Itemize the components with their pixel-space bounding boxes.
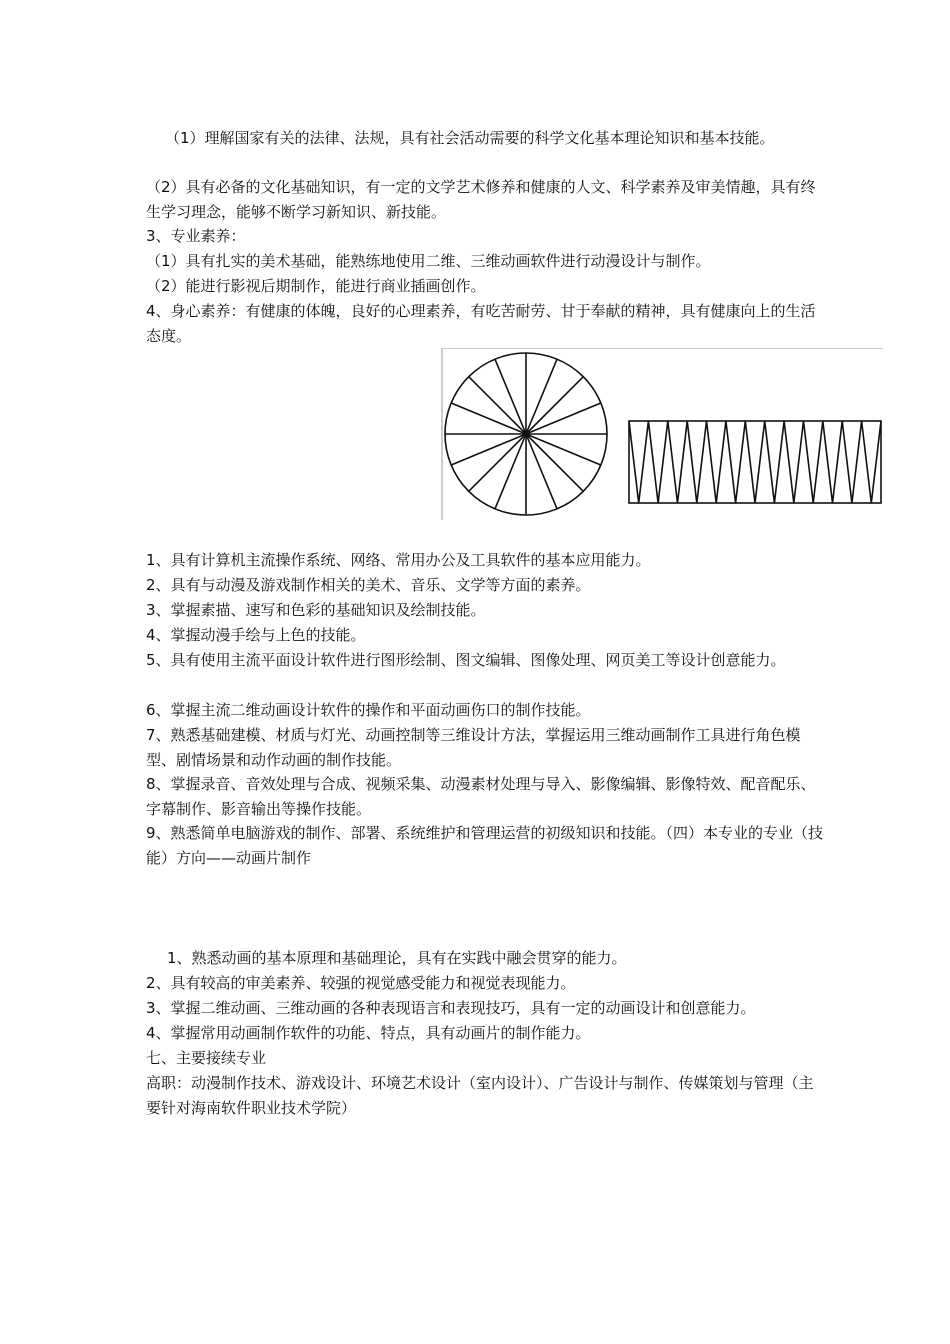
list-item: 1、具有计算机主流操作系统、网络、常用办公及工具软件的基本应用能力。 xyxy=(146,551,651,569)
paragraph-physical-mental: 4、身心素养：有健康的体魄，良好的心理素养，有吃苦耐劳、甘于奉献的精神，具有健康向上的生活态度。 xyxy=(146,302,816,345)
diagram-figure xyxy=(441,348,883,520)
wheel-spoke xyxy=(469,377,526,434)
wheel-spoke xyxy=(526,377,583,434)
list-item: 5、具有使用主流平面设计软件进行图形绘制、图文编辑、图像处理、网页美工等设计创意能力。 xyxy=(146,651,786,669)
zigzag-line xyxy=(629,421,881,503)
section-heading: 七、主要接续专业 xyxy=(146,1049,267,1067)
paragraph-vocational: 高职：动漫制作技术、游戏设计、环境艺术设计（室内设计）、广告设计与制作、传媒策划与管理（主要针对海南软件职业技术学院） xyxy=(146,1074,814,1117)
wheel-spoke xyxy=(469,434,526,491)
wheel-diagram-icon xyxy=(445,353,607,515)
list-item: 1、熟悉动画的基本原理和基础理论，具有在实践中融会贯穿的能力。 xyxy=(167,949,627,967)
list-item: 4、掌握动漫手绘与上色的技能。 xyxy=(146,626,366,644)
list-item: 3、掌握素描、速写和色彩的基础知识及绘制技能。 xyxy=(146,601,486,619)
paragraph-cultural-foundation: （2）具有必备的文化基础知识，有一定的文学艺术修养和健康的人文、科学素养及审美情趣，具有终生学习理念，能够不断学习新知识、新技能。 xyxy=(146,178,816,221)
paragraph-law-knowledge: （1）理解国家有关的法律、法规，具有社会活动需要的科学文化基本理论知识和基本技能。 xyxy=(165,129,775,147)
heading-professional-quality: 3、专业素养： xyxy=(146,227,246,245)
list-item: 6、掌握主流二维动画设计软件的操作和平面动画伤口的制作技能。 xyxy=(146,701,591,719)
list-item: 2、具有较高的审美素养、较强的视觉感受能力和视觉表现能力。 xyxy=(146,974,576,992)
list-item: 2、具有与动漫及游戏制作相关的美术、音乐、文学等方面的素养。 xyxy=(146,576,591,594)
list-item: 3、掌握二维动画、三维动画的各种表现语言和表现技巧，具有一定的动画设计和创意能力。 xyxy=(146,999,756,1017)
zigzag-diagram-icon xyxy=(629,421,881,503)
wheel-spoke xyxy=(526,434,583,491)
list-item: 9、熟悉简单电脑游戏的制作、部署、系统维护和管理运营的初级知识和技能。（四）本专业的专业（技能）方向——动画片制作 xyxy=(146,824,824,867)
list-item: 4、掌握常用动画制作软件的功能、特点，具有动画片的制作能力。 xyxy=(146,1024,591,1042)
list-item: 7、熟悉基础建模、材质与灯光、动画控制等三维设计方法，掌握运用三维动画制作工具进行角色模型、剧情场景和动作动画的制作技能。 xyxy=(146,726,801,769)
paragraph-art-foundation: （1）具有扎实的美术基础，能熟练地使用二维、三维动画软件进行动漫设计与制作。 xyxy=(146,252,711,270)
list-item: 8、掌握录音、音效处理与合成、视频采集、动漫素材处理与导入、影像编辑、影像特效、配音配乐、字幕制作、影音输出等操作技能。 xyxy=(146,775,816,818)
paragraph-post-production: （2）能进行影视后期制作，能进行商业插画创作。 xyxy=(146,277,486,295)
